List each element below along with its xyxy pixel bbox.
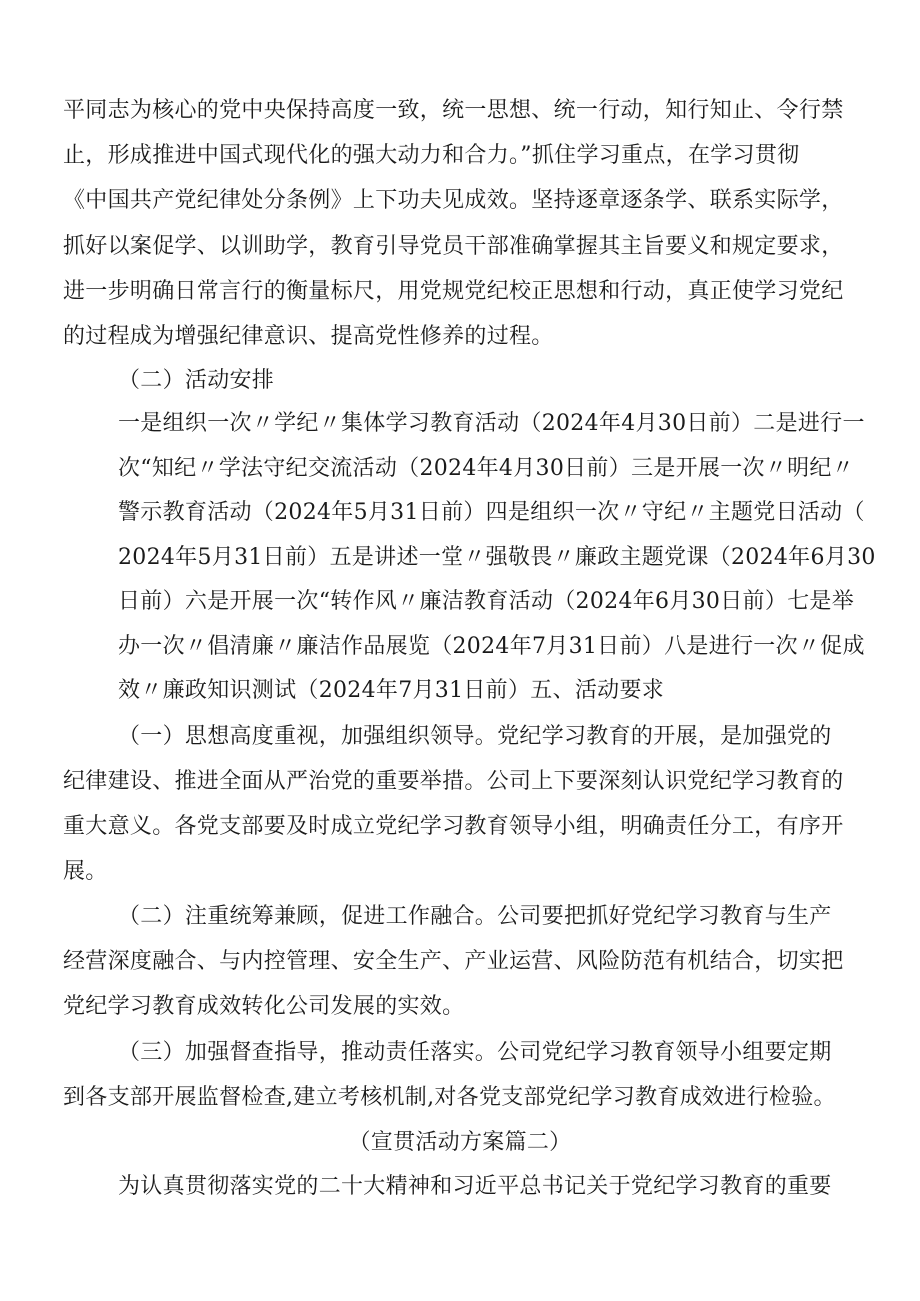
paragraph-2-line-5: 日前）六是开展一次“转作风〃廉洁教育活动（2024年6月30日前）七是举: [118, 589, 855, 614]
paragraph-3-line-2: 纪律建设、推进全面从严治党的重要举措。公司上下要深刻认识党纪学习教育的: [63, 769, 844, 794]
paragraph-1-line-1: 平同志为核心的党中央保持高度一致，统一思想、统一行动，知行知止、令行禁: [63, 98, 844, 123]
paragraph-4-line-2: 经营深度融合、与内控管理、安全生产、产业运营、风险防范有机结合，切实把: [63, 949, 844, 974]
paragraph-4-line-1: （二）注重统筹兼顾，促进工作融合。公司要把抓好党纪学习教育与生产: [118, 904, 832, 929]
paragraph-2-line-7: 效〃廉政知识测试（2024年7月31日前）五、活动要求: [118, 678, 665, 703]
paragraph-5-line-2: 到各支部开展监督检查,建立考核机制,对各党支部党纪学习教育成效进行检验。: [63, 1085, 836, 1110]
paragraph-3-line-3: 重大意义。各党支部要及时成立党纪学习教育领导小组，明确责任分工，有序开: [63, 814, 844, 839]
section-title-plan-part-2: （宣贯活动方案篇二）: [348, 1130, 572, 1155]
paragraph-1-line-4: 抓好以案促学、以训助学，教育引导党员干部准确掌握其主旨要义和规定要求，: [63, 234, 844, 259]
paragraph-2-line-3: 警示教育活动（2024年5月31日前）四是组织一次〃守纪〃主题党日活动（: [118, 500, 865, 525]
paragraph-2-line-4: 2024年5月31日前）五是讲述一堂〃强敬畏〃廉政主题党课（2024年6月30: [118, 545, 876, 570]
paragraph-6-line-1: 为认真贯彻落实党的二十大精神和习近平总书记关于党纪学习教育的重要: [118, 1174, 832, 1199]
paragraph-3-line-1: （一）思想高度重视，加强组织领导。党纪学习教育的开展，是加强党的: [118, 724, 832, 749]
paragraph-2-line-1: 一是组织一次〃学纪〃集体学习教育活动（2024年4月30日前）二是进行一: [118, 411, 865, 436]
paragraph-1-line-2: 止，形成推进中国式现代化的强大动力和合力。”抓住学习重点，在学习贯彻: [63, 143, 800, 168]
section-heading-activity-arrangement: （二）活动安排: [118, 368, 275, 393]
paragraph-1-line-6: 的过程成为增强纪律意识、提高党性修养的过程。: [63, 324, 554, 349]
paragraph-2-line-6: 办一次〃倡清廉〃廉洁作品展览（2024年7月31日前）八是进行一次〃促成: [118, 634, 865, 659]
paragraph-1-line-3: 《中国共产党纪律处分条例》上下功夫见成效。坚持逐章逐条学、联系实际学，: [63, 188, 844, 213]
paragraph-1-line-5: 进一步明确日常言行的衡量标尺，用党规党纪校正思想和行动，真正使学习党纪: [63, 279, 844, 304]
paragraph-4-line-3: 党纪学习教育成效转化公司发展的实效。: [63, 994, 465, 1019]
paragraph-2-line-2: 次“知纪〃学法守纪交流活动（2024年4月30日前）三是开展一次〃明纪〃: [118, 456, 855, 481]
paragraph-3-line-4: 展。: [63, 859, 108, 884]
paragraph-5-line-1: （三）加强督查指导，推动责任落实。公司党纪学习教育领导小组要定期: [118, 1040, 832, 1065]
